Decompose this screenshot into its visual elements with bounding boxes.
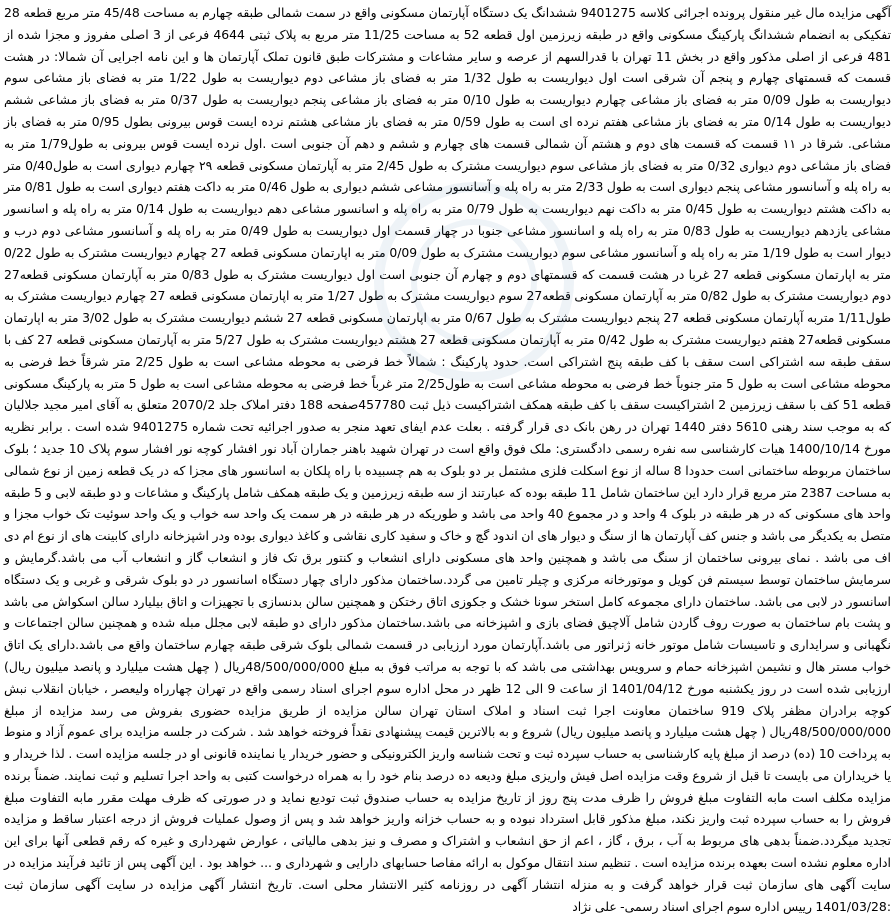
auction-notice-text: آگهی مزایده مال غیر منقول پرونده اجرائی کلاسه 9401275 ششدانگ یک دستگاه آپارتمان مسکونی واقع در سمت شمالی طبقه چهارم به مساحت 45/48 متر مربع قطعه 28 تفکیکی به انضمام ششدانگ پارکینگ مسکونی واقع در طبقه زیرزمین اول قطعه 52 به مساحت 11/25 متر مربع به پلاک ثبتی 4644 فرعی از 3 اصلی مفروز و مجزا شده از 481 فرعی از اصلی مذکور واقع در بخش 11 تهران با قدرالسهم از عرصه و سایر مشاعات و مشترکات طبق قانون تملک آپارتمان ها و این نامه اجرایی آن شمالا: در هشت قسمت که قسمتهای چهارم و پنجم آن شرقی است اول دیواریست به طول 1/32 متر به فضای باز مشاعی دوم دیواریست به طول 1/22 متر به فضای باز مشاعی سوم دیواریست به طول 0/09 متر به فضای باز مشاعی چهارم دیواریست به طول 0/10 متر به فضای باز مشاعی پنجم دیواریست به طول 0/37 متر به فضای باز مشاعی ششم دیواریست به طول 0/14 متر به فضای باز مشاعی هفتم نرده ای است به طول 0/59 متر به فضای باز مشاعی هشتم نرده ایست قوس بیرونی بطول 0/95 متر به فضای باز مشاعی. شرقا در ۱۱ قسمت که قسمت های دوم و هشتم آن شمالی قسمت های چهارم و ششم و دهم آن جنوبی است .اول نرده ایست قوس بیرونی به طول1/79 متر به فضای باز مشاعی دوم دیواری 0/32 متر به فضای باز مشاعی سوم دیواریست مشترک به طول 2/45 متر به آپارتمان مسکونی قطعه ۲۹ چهارم دیواری است به طول0/40 متر به راه پله و آسانسور مشاعی پنجم دیواری است به طول 2/33 متر به راه پله و آسانسور مشاعی ششم دیواری به طول 0/46 متر به داکت هفتم دیواری است به طول 0/81 متر به داکت هشتم دیواریست به طول 0/45 متر به داکت نهم دیواریست به طول 0/79 متر به راه پله و اسانسور مشاعی دهم دیواریست به طول 0/14 متر به راه پله و اسانسور مشاعی یازدهم دیواریست به طول 0/83 متر به راه پله و اسانسور مشاعی جنوبا در چهار قسمت اول دیواریست به طول 0/49 متر به راه پله و آسانسور مشاعی دوم درب و دیوار است به طول 1/19 متر به راه پله و آسانسور مشاعی سوم دیواریست مشترک به طول 0/09 متر به اپارتمان مسکونی قطعه 27 چهارم دیواریست مشترک به طول 0/22 متر به اپارتمان مسکونی قطعه 27 غربا در هشت قسمت که قسمتهای دوم و چهارم آن جنوبی است اول دیواریست مشترک به طول 0/83 متر به آپارتمان مسکونی قطعه27 دوم دیواریست مشترک به طول 0/82 متر به آپارتمان مسکونی قطعه27 سوم دیواریست مشترک به طول 1/27 متر به اپارتمان مسکونی قطعه 27 چهارم دیواریست مشترک به طول1/11 متربه آپارتمان مسکونی قطعه 27 پنجم دیواریست مشترک به طول 0/67 متر به اپارتمان مسکونی قطعه 27 ششم دیواریست مشترک به طول 3/02 متر به اپارتمان مسکونی قطعه27 هفتم دیواریست مشترک به طول 0/42 متر به آپارتمان مسکونی قطعه 27 هشتم دیواریست مشترک به طول 5/27 متر به آپارتمان مسکونی قطعه 27 کف با سقف طبقه سه اشتراکی است سقف با کف طبقه پنج اشتراکی است. حدود پارکینگ : شمالاً خط فرضی به محوطه مشاعی است به طول 2/25 متر شرقاً خط فرضی به محوطه مشاعی است به طول 5 متر جنوباً خط فرضی به محوطه مشاعی است به طول2/25 متر غرباً خط فرضی به محوطه مشاعی است به طول 5 متر به پارکینگ مسکونی قطعه 51 کف با سقف زیرزمین 2 اشتراکیست سقف با کف طبقه همکف اشتراکیست ذیل ثبت 457780صفحه 188 دفتر املاک جلد 2070/2 متعلق به آقای امیر مجید جلالیان که به موجب سند رهنی 5610 دفتر 1440 تهران در رهن بانک دی قرار گرفته . بعلت عدم ایفای تعهد منجر به صدور اجرائیه تحت شماره 9401275 شده است . برابر نظریه مورخ 1400/10/14 هیات کارشناسی سه نفره رسمی دادگستری: ملک فوق واقع است در تهران شهید باهنر جماران آباد نور افشار کوچه نور افشار سوم پلاک 10 جدید ؛ بلوک ساختمان مربوطه ساختمانی است حدودا 8 ساله از نوع اسکلت فلزی مشتمل بر دو بلوک به هم چسبیده با راه پلکان به اسانسور های مجزا که در یک قطعه زمین از نوع شمالی به مساحت 2387 متر مربع قرار دارد این ساختمان شامل 11 طبقه بوده که عبارتند از سه طبقه زیرزمین و یک طبقه همکف شامل پارکینگ و مشاعات و دو طبقه لابی و 5 طبقه واحد های مسکونی که در هر طبقه در بلوک 4 واحد و در مجموع 40 واحد می باشد و طوریکه در هر طبقه در هر سمت یک واحد سه خواب و یک واحد سوئیت تک خواب مجزا و متصل به یکدیگر می باشد و جنس کف آپارتمان ها از سنگ و دیوار های ان اندود گچ و خاک و سفید کاری نقاشی و کاغذ دیواری بوده ودر اشپزخانه دارای کابینت های از نوع ام دی اف می باشد . نمای بیرونی ساختمان از سنگ می باشد و همچنین واحد های مسکونی دارای انشعاب و کنتور برق تک فاز و انشعاب گاز و انشعاب آب می باشد.گرمایش و سرمایش ساختمان توسط سیستم فن کویل و موتورخانه مرکزی و چیلر تامین می گردد.ساختمان مذکور دارای چهار دستگاه اسانسور در دو بلوک شرقی و غربی و یک دستگاه اسانسور در لابی می باشد. ساختمان دارای مجموعه کامل استخر سونا خشک و جکوزی اتاق رختکن و همچنین سالن بدنسازی با تجهیزات و اتاق بیلیارد سالن اسکواش می باشد و پشت بام ساختمان به صورت روف گاردن شامل آلاچیق فضای بازی و اشپزخانه می باشد.ساختمان مذکور دارای دو طبقه لابی مجلل مبله شده و همچنین سالن اجتماعات و نگهبانی و سرایداری و تاسیسات شامل موتور خانه ژنراتور می باشد.آپارتمان مورد ارزیابی در قسمت شمالی بلوک شرقی طبقه چهارم ساختمان واقع می باشد.دارای یک اتاق خواب مستر هال و نشیمن اشپزخانه حمام و سرویس بهداشتی می باشد که با توجه به مراتب فوق به مبلغ 48/500/000/000ریال ( چهل هشت میلیارد و پانصد میلیون ریال) ارزیابی شده است در روز یکشنبه مورخ 1401/04/12 از ساعت 9 الی 12 ظهر در محل اداره سوم اجرای اسناد رسمی واقع در تهران چهارراه ولیعصر ، خیابان انقلاب نبش کوچه برادران مظفر پلاک 919 ساختمان معاونت اجرا ثبت اسناد و املاک استان تهران سالن مزایده از طریق مزایده حضوری بفروش می رسد مزایده از مبلغ 48/500/000/000ریال ( چهل هشت میلیارد و پانصد میلیون ریال) شروع و به بالاترین قیمت پیشنهادی نقداً فروخته خواهد شد . شرکت در جلسه مزایده برای عموم آزاد و منوط به پرداخت 10 (ده) درصد از مبلغ پایه کارشناسی به حساب سپرده ثبت و تحت شناسه واریز الکترونیکی و حضور خریدار یا نماینده قانونی او در جلسه مزایده است . لذا خریدار و یا خریداران می بایست تا قبل از شروع وقت مزایده اصل فیش واریزی مبلغ ودیعه ده درصد بنام خود را به همراه درخواست کتبی به واحد اجرا تسلیم و ثبت نمایند. ضمناً برنده مزایده مکلف است مابه التفاوت مبلغ فروش را ظرف مدت پنج روز از تاریخ مزایده به حساب صندوق ثبت تودیع نماید و در صورتی که ظرف مهلت مقرر مابه التفاوت مبلغ فروش را به حساب سپرده ثبت واریز نکند، مبلغ مذکور قابل استرداد نبوده و به حساب خزانه واریز خواهد شد و پس از وصول عملیات فروش از درجه اعتبار ساقط و مزایده تجدید میگردد.ضمناً بدهی های مربوط به آب ، برق ، گاز ، اعم از حق انشعاب و اشتراک و مصرف و نیز بدهی مالیاتی ، عوارض شهرداری و غیره که رقم قطعی آنها برای این اداره معلوم نشده است بعهده برنده مزایده است . تنظیم سند انتقال موکول به ارائه مفاصا حسابهای دارایی و شهرداری و ... خواهد بود . این آگهی پس از تائید فرآیند مزایده در سایت آگهی های سازمان ثبت قرار خواهد گرفت و به منزله انتشار آگهی در روزنامه کثیر الانتشار محلی است. تاریخ انتشار آگهی مزایده در سایت آگهی سازمان ثبت :1401/03/28 رییس اداره سوم اجرای اسناد رسمی- علی نژاد xyxy=(4,5,892,914)
auction-notice-page xyxy=(4,2,892,914)
